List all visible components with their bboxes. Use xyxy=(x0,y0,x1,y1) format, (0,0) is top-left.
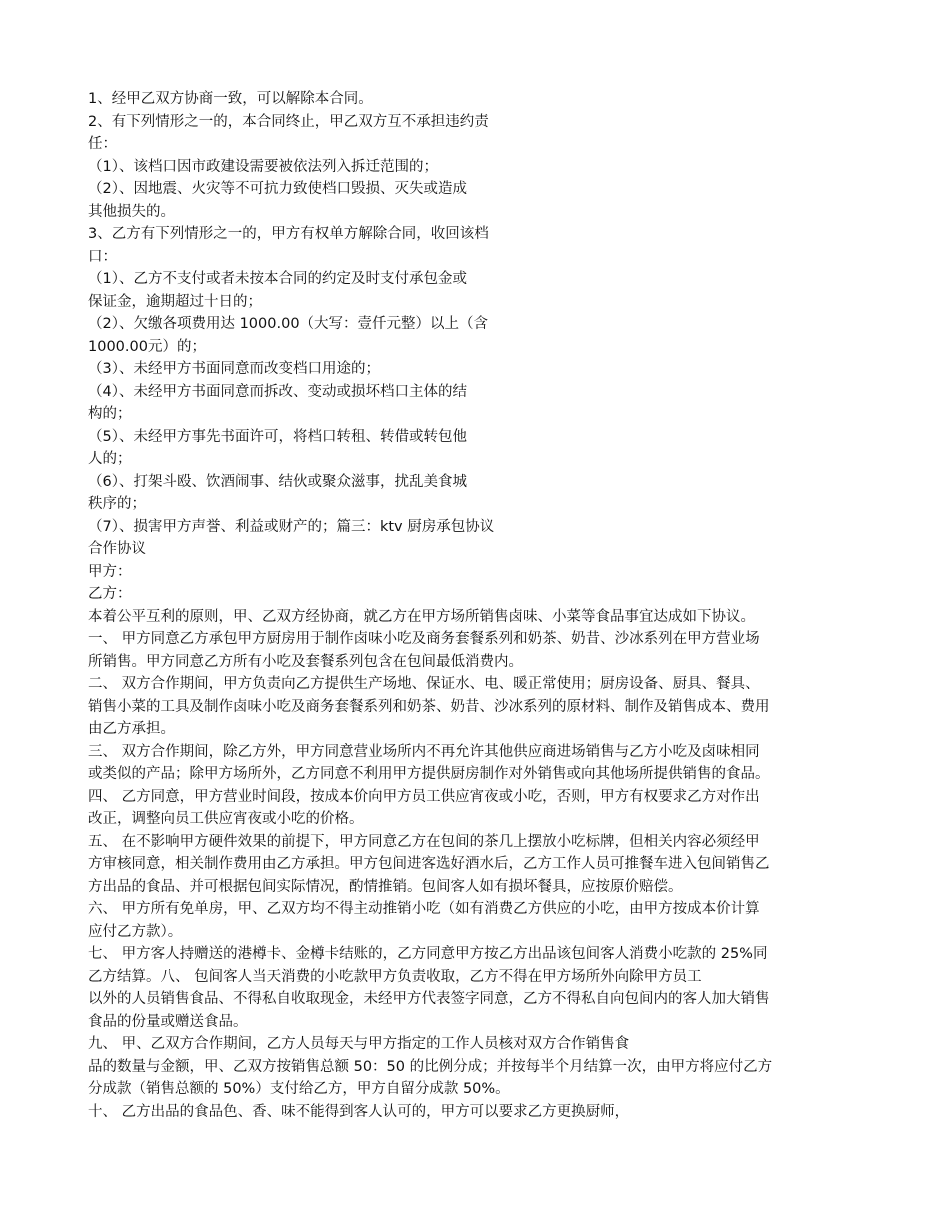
text-line: 构的； xyxy=(88,406,132,422)
text-line: （5）、未经甲方事先书面许可，将档口转租、转借或转包他 xyxy=(88,428,467,445)
text-line: （3）、未经甲方书面同意而改变档口用途的； xyxy=(88,361,380,377)
text-line: 本着公平互利的原则，甲、乙双方经协商，就乙方在甲方场所销售卤味、小菜等食品事宜达成如下协议。 xyxy=(88,608,755,625)
text-line: 九、 甲、乙双方合作期间，乙方人员每天与甲方指定的工作人员核对双方合作销售食 xyxy=(88,1036,630,1052)
text-line: 由乙方承担。 xyxy=(88,721,175,737)
text-line: 口： xyxy=(88,248,117,265)
text-line: 所销售。甲方同意乙方所有小吃及套餐系列包含在包间最低消费内。 xyxy=(88,653,523,670)
text-line: 2、有下列情形之一的，本合同终止，甲乙双方互不承担违约责 xyxy=(88,113,489,130)
text-line: 改正，调整向员工供应宵夜或小吃的价格。 xyxy=(88,811,364,827)
text-line: 保证金，逾期超过十日的； xyxy=(88,293,262,310)
text-line: 任： xyxy=(88,136,117,152)
party-a-label: 甲方： xyxy=(88,563,132,580)
text-line: 食品的份量或赠送食品。 xyxy=(88,1013,248,1030)
text-line: （7）、损害甲方声誉、利益或财产的；篇三：ktv 厨房承包协议 xyxy=(88,518,495,535)
text-line: 七、 甲方客人持赠送的港樽卡、金樽卡结账的，乙方同意甲方按乙方出品该包间客人消费小吃款的 25%同 xyxy=(88,946,768,962)
text-line: 乙方结算。八、 包间客人当天消费的小吃款甲方负责收取，乙方不得在甲方场所外向除甲方员工 xyxy=(88,968,702,985)
text-line: 3、乙方有下列情形之一的，甲方有权单方解除合同，收回该档 xyxy=(88,226,489,242)
text-line: 二、 双方合作期间，甲方负责向乙方提供生产场地、保证水、电、暖正常使用；厨房设备、厨具、餐具、 xyxy=(88,676,760,692)
text-line: 五、 在不影响甲方硬件效果的前提下，甲方同意乙方在包间的茶几上摆放小吃标牌，但相关内容必须经甲 xyxy=(88,833,760,850)
text-line: 1、经甲乙双方协商一致，可以解除本合同。 xyxy=(88,91,373,107)
text-line: 应付乙方款）。 xyxy=(88,923,183,940)
text-line: 方出品的食品、并可根据包间实际情况，酌情推销。包间客人如有损坏餐具，应按原价赔偿。 xyxy=(88,878,683,895)
text-line: 三、 双方合作期间，除乙方外，甲方同意营业场所内不再允许其他供应商进场销售与乙方小吃及卤味相同 xyxy=(88,743,760,760)
text-line: 以外的人员销售食品、不得私自收取现金，未经甲方代表签字同意，乙方不得私自向包间内的客人加大销售 xyxy=(88,991,770,1007)
text-line: 十、 乙方出品的食品色、香、味不能得到客人认可的，甲方可以要求乙方更换厨师， xyxy=(88,1103,630,1120)
text-line: 其他损失的。 xyxy=(88,203,175,220)
text-line: 销售小菜的工具及制作卤味小吃及商务套餐系列和奶茶、奶昔、沙冰系列的原材料、制作及销售成本、费用 xyxy=(88,698,770,715)
text-line: （1）、乙方不支付或者未按本合同的约定及时支付承包金或 xyxy=(88,271,467,287)
text-line: （2）、因地震、火灾等不可抗力致使档口毁损、灭失或造成 xyxy=(88,181,467,197)
text-line: （2）、欠缴各项费用达 1000.00（大写：壹仟元整）以上（含 xyxy=(88,316,489,332)
party-b-label: 乙方： xyxy=(88,586,132,602)
text-line: 人的； xyxy=(88,451,132,467)
text-line: 品的数量与金额，甲、乙双方按销售总额 50：50 的比例分成；并按每半个月结算一次，由甲方将应付乙方 xyxy=(88,1058,773,1075)
text-line: 1000.00元）的； xyxy=(88,338,206,355)
text-line: 方审核同意，相关制作费用由乙方承担。甲方包间进客选好酒水后，乙方工作人员可推餐车进入包间销售乙 xyxy=(88,856,770,872)
document-page xyxy=(88,88,863,1123)
text-line: （6）、打架斗殴、饮酒闹事、结伙或聚众滋事，扰乱美食城 xyxy=(88,473,467,490)
text-line: （1）、该档口因市政建设需要被依法列入拆迁范围的； xyxy=(88,158,438,175)
text-line: 秩序的； xyxy=(88,496,146,512)
text-line: 一、 甲方同意乙方承包甲方厨房用于制作卤味小吃及商务套餐系列和奶茶、奶昔、沙冰系列在甲方营业场 xyxy=(88,631,760,647)
text-line: （4）、未经甲方书面同意而拆改、变动或损坏档口主体的结 xyxy=(88,383,467,400)
section-title: 合作协议 xyxy=(88,541,146,557)
text-line: 四、 乙方同意，甲方营业时间段，按成本价向甲方员工供应宵夜或小吃，否则，甲方有权要求乙方对作出 xyxy=(88,788,760,805)
text-line: 或类似的产品；除甲方场所外，乙方同意不利用甲方提供厨房制作对外销售或向其他场所提供销售的食品。 xyxy=(88,766,770,782)
text-line: 分成款（销售总额的 50%）支付给乙方，甲方自留分成款 50%。 xyxy=(88,1081,510,1097)
text-line: 六、 甲方所有免单房，甲、乙双方均不得主动推销小吃（如有消费乙方供应的小吃，由甲方按成本价计算 xyxy=(88,901,760,917)
